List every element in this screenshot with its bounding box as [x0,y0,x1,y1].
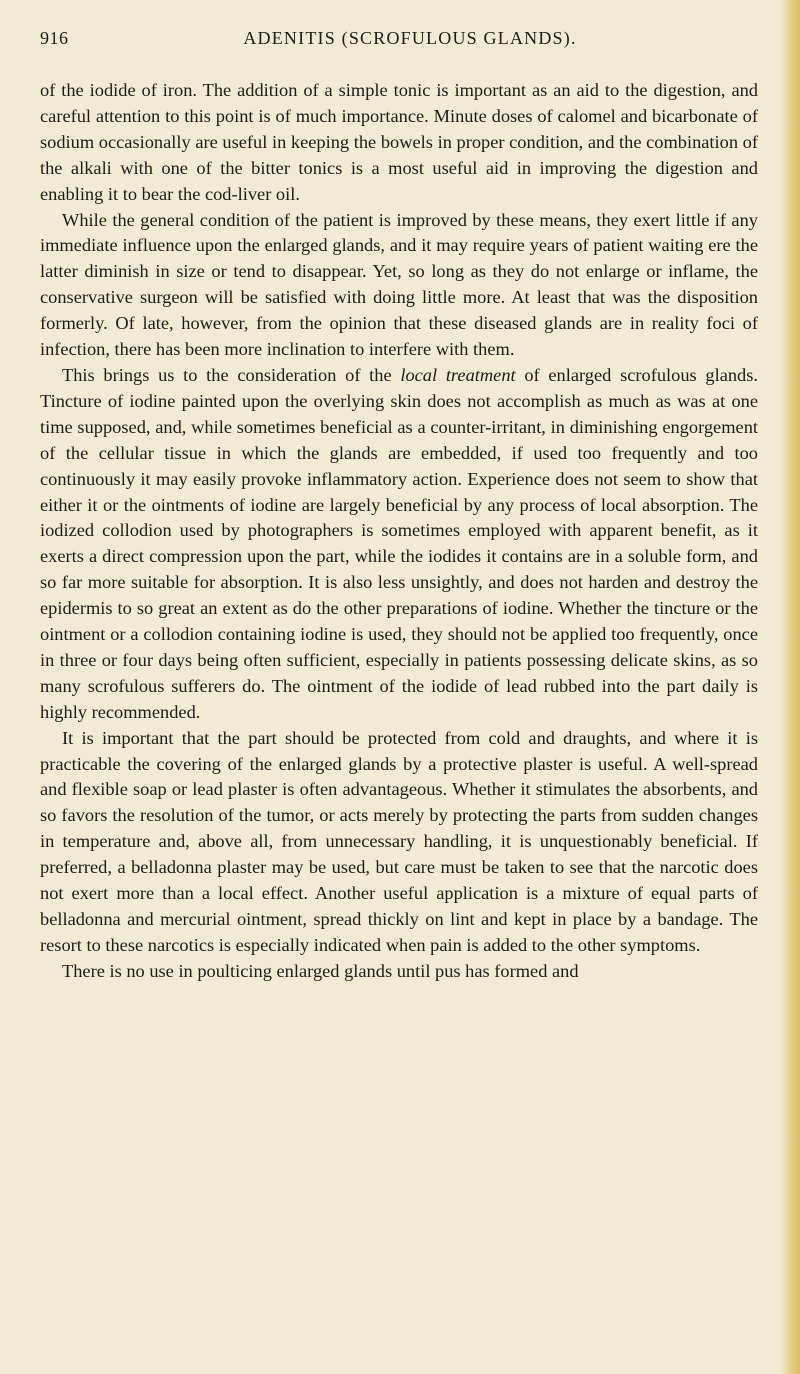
body-text [40,78,758,985]
local-treatment-emphasis: local treatment [400,364,516,385]
paragraph-local-treatment [40,363,758,726]
page-number: 916 [40,28,69,48]
running-title: ADENITIS (SCROFULOUS GLANDS). [243,28,577,48]
paragraph-general-condition: While the general condition of the patient is improved by these means, they exert little if any immediate influence upon the enlarged glands, and it may require years of patient waiting ere the latter diminish in size or tend to disappear. Yet, so long as they do not enlarge or inflame, the conservative surgeon will be satisfied with doing little more. At least that was the disposition formerly. Of late, however, from the opinion that these diseased glands are in reality foci of infection, there has been more inclination to interfere with them. [40,209,758,360]
page-header [40,28,780,52]
paragraph-poulticing: There is no use in poulticing enlarged glands until pus has formed and [62,960,579,981]
paragraph-protection: It is important that the part should be protected from cold and draughts, and where it is practicable the covering of the enlarged glands by a protective plaster is useful. A well-spread and flexible soap or lead plaster is often advantageous. Whether it stimulates the absorbents, and so favors the resolution of the tumor, or acts merely by protecting the parts from sudden changes in temperature and, above all, from unnecessary handling, it is unquestionably beneficial. If preferred, a belladonna plaster may be used, but care must be taken to see that the narcotic does not exert more than a local effect. Another useful application is a mixture of equal parts of belladonna and mercurial ointment, spread thickly on lint and kept in place by a bandage. The resort to these narcotics is especially indicated when pain is added to the other symptoms. [40,727,758,955]
paragraph-iodide-continuation: of the iodide of iron. The addition of a simple tonic is important as an aid to the digestion, and careful attention to this point is of much importance. Minute doses of calomel and bicarbonate of sodium occasionally are useful in keeping the bowels in proper condition, and the combination of the alkali with one of the bitter tonics is a most useful aid in improving the digestion and enabling it to bear the cod-liver oil. [40,80,758,204]
local-treatment-intro: This brings us to the consideration of the [62,364,401,385]
local-treatment-body: of enlarged scrofulous glands. Tincture of iodine painted upon the overlying skin does not accomplish as much as was at one time supposed, and, while sometimes beneficial as a counter-irritant, in diminishing engorgement of the cellular tissue in which the glands are embedded, if used too frequently and too continuously it may easily provoke inflammatory action. Experience does not seem to show that either it or the ointments of iodine are largely beneficial by any process of local absorption. The iodized collodion used by photographers is sometimes employed with apparent benefit, as it exerts a direct compression upon the part, while the iodides it contains are in a soluble form, and so far more suitable for absorption. It is also less unsightly, and does not harden and destroy the epidermis to so great an extent as do the other preparations of iodine. Whether the tincture or the ointment or a collodion containing iodine is used, they should not be applied too frequently, once in three or four days being often sufficient, especially in patients possessing delicate skins, as so many scrofulous sufferers do. The ointment of the iodide of lead rubbed into the part daily is highly recommended. [40,364,759,722]
page-edge-shading [780,0,800,1374]
